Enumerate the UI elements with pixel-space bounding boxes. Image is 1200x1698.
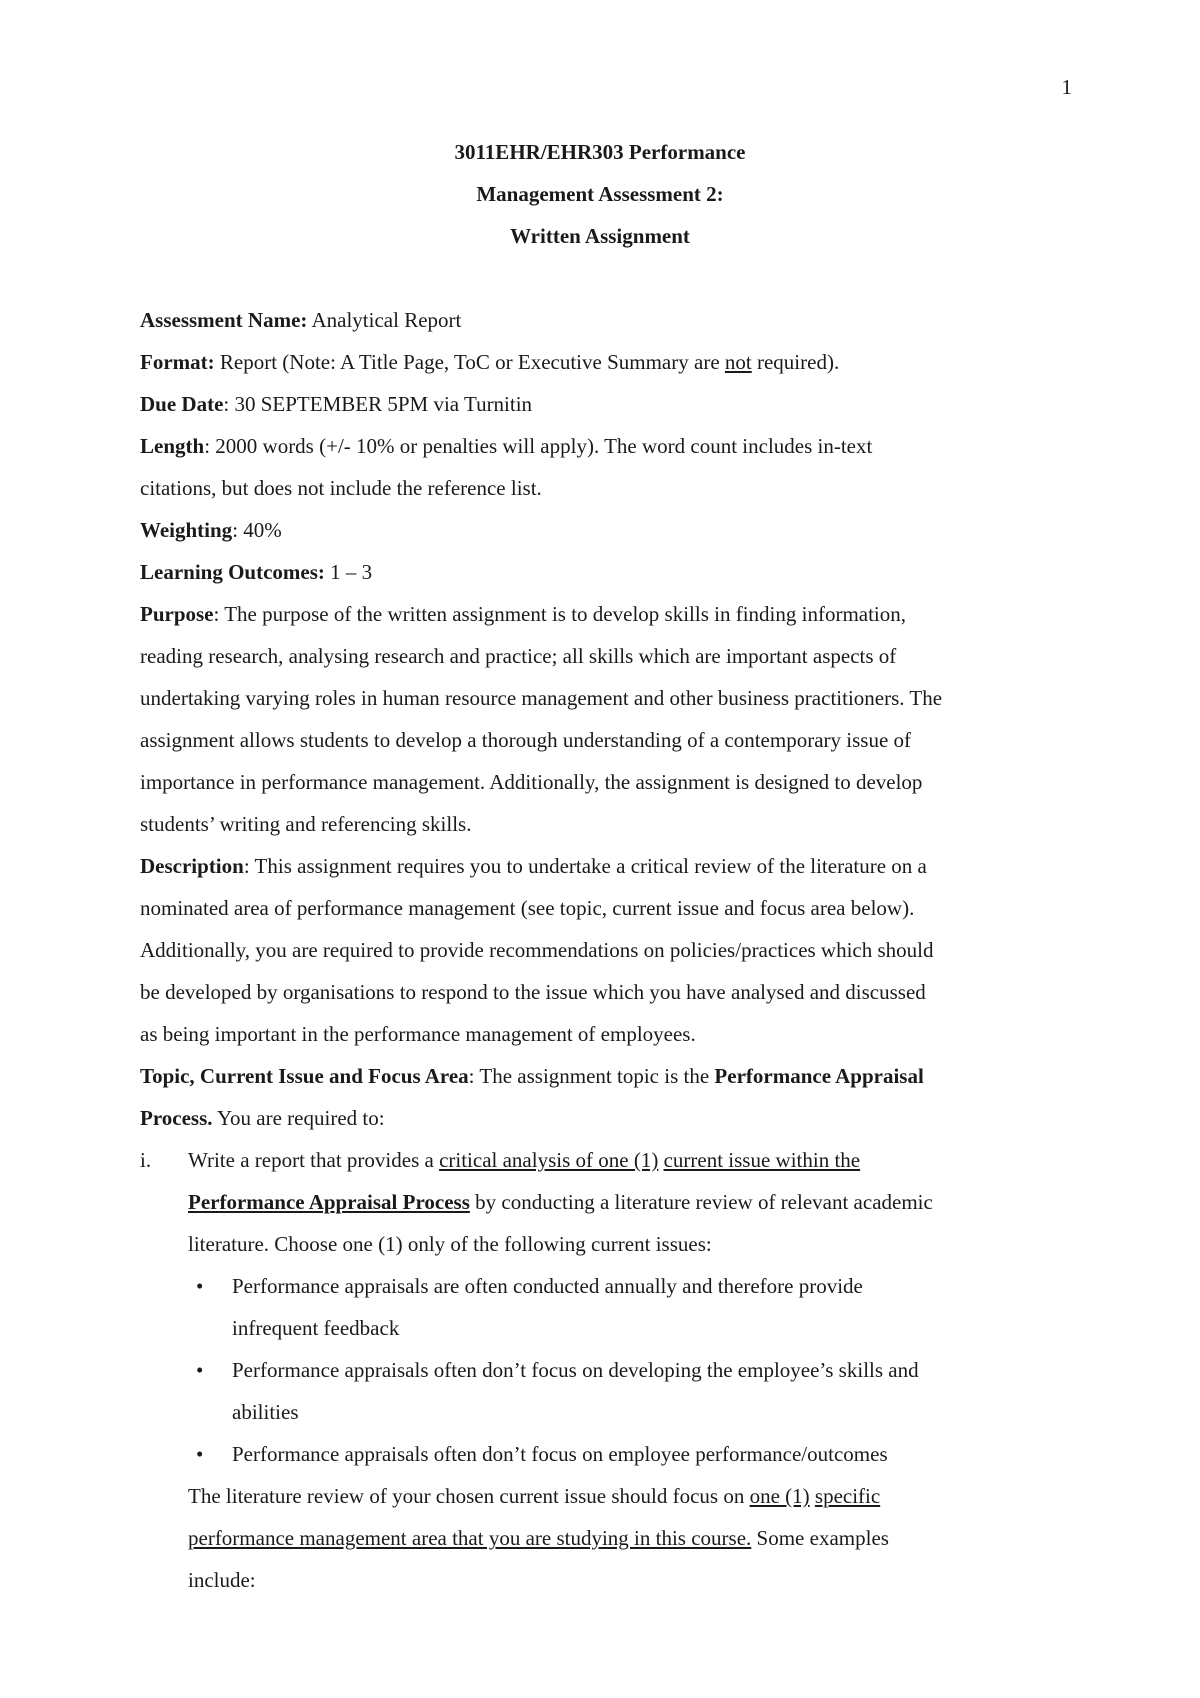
item-i-underline-2: current issue within the [663,1148,861,1172]
learning-outcomes-value: 1 – 3 [324,560,373,584]
weighting-value: : 40% [232,518,282,542]
focus-underline-2: specific [814,1484,881,1508]
description-line-1: : This assignment requires you to undertake a critical review of the literature on a [243,854,927,878]
focus-line-3: include: [188,1568,256,1592]
assessment-name-label: Assessment Name: [140,308,308,332]
format-underlined: not [724,350,752,374]
list-item-i [140,1139,1080,1265]
length-line-2: citations, but does not include the reference list. [140,476,542,500]
topic-bold-1: Performance Appraisal [714,1064,924,1088]
assessment-name-row [140,299,1080,341]
topic-label: Topic, Current Issue and Focus Area [140,1064,469,1088]
topic-text-2: You are required to: [212,1106,385,1130]
title-line-3: Written Assignment [510,224,690,248]
topic-row [140,1055,1080,1097]
weighting-label: Weighting [140,518,233,542]
item-i-line-3: literature. Choose one (1) only of the following current issues: [188,1232,712,1256]
format-value-after: required). [751,350,840,374]
document-body [140,299,1080,1601]
bullet-icon: • [196,1442,204,1466]
format-label: Format: [140,350,215,374]
focus-line-2-text: Some examples [751,1526,889,1550]
description-line-3: Additionally, you are required to provide recommendations on policies/practices which should [140,938,934,962]
assessment-name-value: Analytical Report [307,308,462,332]
item-i-line-2 [140,1181,1080,1223]
title-line-2: Management Assessment 2: [476,182,724,206]
purpose-line-5: importance in performance management. Additionally, the assignment is designed to develop [140,770,923,794]
document-title [0,131,1200,257]
weighting-row [140,509,1080,551]
bullet-icon: • [196,1358,204,1382]
purpose-line-6: students’ writing and referencing skills. [140,812,472,836]
focus-line-1 [140,1475,1080,1517]
due-date-label: Due Date [140,392,224,416]
length-line-1: : 2000 words (+/- 10% or penalties will apply). The word count includes in-text [204,434,873,458]
description-label: Description [140,854,244,878]
item-i-underline-1: critical analysis of one (1) [439,1148,659,1172]
purpose-row [140,593,1080,635]
description-line-5: as being important in the performance management of employees. [140,1022,696,1046]
description-row [140,845,1080,887]
bullet-1-line-1: Performance appraisals are often conducted annually and therefore provide [232,1274,863,1298]
purpose-line-2: reading research, analysing research and practice; all skills which are important aspects of [140,644,897,668]
item-i-bold-underline: Performance Appraisal Process [188,1190,470,1214]
purpose-label: Purpose [140,602,214,626]
learning-outcomes-row [140,551,1080,593]
topic-text-1: : The assignment topic is the [468,1064,715,1088]
bullet-3-line-1: Performance appraisals often don’t focus on employee performance/outcomes [232,1442,888,1466]
focus-line-2 [140,1517,1080,1559]
length-label: Length [140,434,205,458]
title-line-1: 3011EHR/EHR303 Performance [454,140,746,164]
length-row [140,425,1080,467]
roman-marker: i. [140,1148,152,1172]
focus-underline-1: one (1) [749,1484,810,1508]
item-i-line-1-text: Write a report that provides a [188,1148,440,1172]
bullet-icon: • [196,1274,204,1298]
list-item [140,1265,1080,1349]
page-number: 1 [1061,75,1072,99]
bullet-2-line-1: Performance appraisals often don’t focus on developing the employee’s skills and [232,1358,919,1382]
topic-row-2 [140,1097,1080,1139]
topic-bold-2: Process. [140,1106,213,1130]
description-line-2: nominated area of performance management (see topic, current issue and focus area below). [140,896,915,920]
description-line-4: be developed by organisations to respond to the issue which you have analysed and discussed [140,980,926,1004]
due-date-value: : 30 SEPTEMBER 5PM via Turnitin [223,392,533,416]
list-item [140,1433,1080,1475]
focus-line-1-text: The literature review of your chosen current issue should focus on [188,1484,750,1508]
due-date-row [140,383,1080,425]
purpose-line-3: undertaking varying roles in human resource management and other business practitioners. The [140,686,943,710]
learning-outcomes-label: Learning Outcomes: [140,560,325,584]
item-i-line-2-text: by conducting a literature review of relevant academic [469,1190,933,1214]
bullet-1-line-2: infrequent feedback [232,1316,400,1340]
purpose-line-1: : The purpose of the written assignment is to develop skills in finding information, [213,602,907,626]
focus-underline-3: performance management area that you are studying in this course. [188,1526,752,1550]
list-item [140,1349,1080,1433]
format-value-before: Report (Note: A Title Page, ToC or Executive Summary are [214,350,725,374]
bullet-2-line-2: abilities [232,1400,299,1424]
format-row [140,341,1080,383]
item-i-line-1 [140,1139,1080,1181]
purpose-line-4: assignment allows students to develop a thorough understanding of a contemporary issue of [140,728,912,752]
